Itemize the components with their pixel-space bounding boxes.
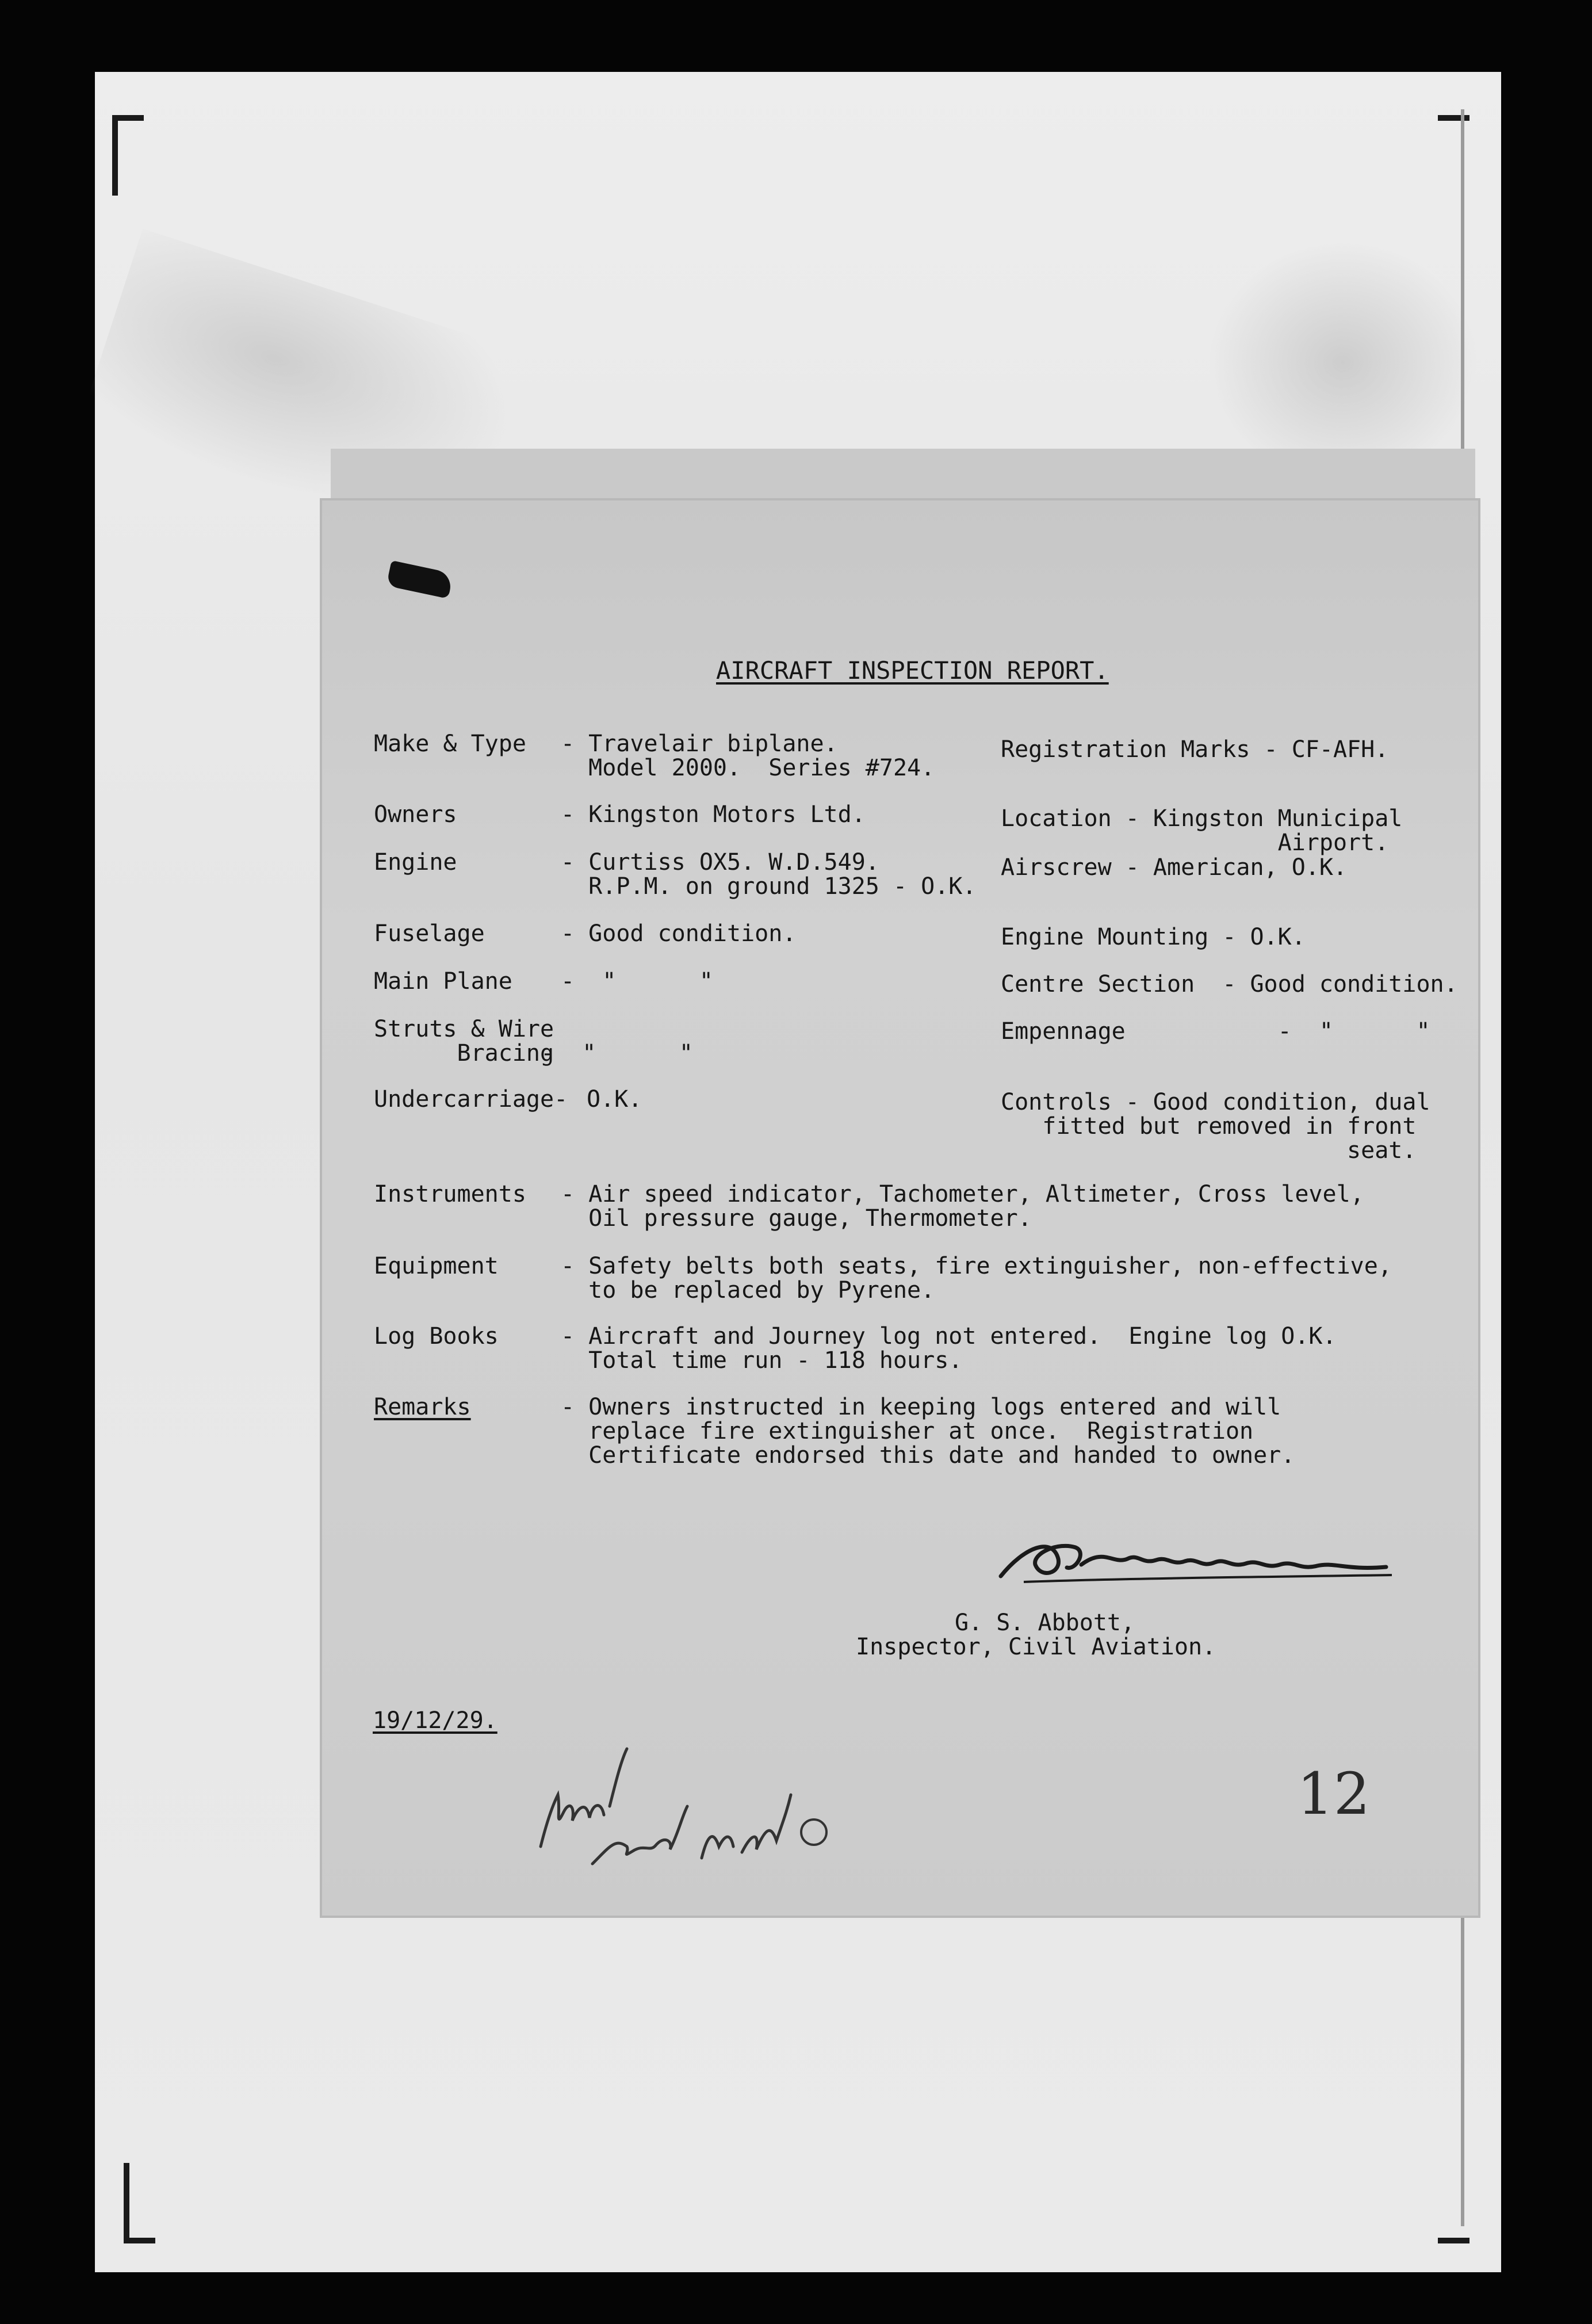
field-value: - Owners instructed in keeping logs entered and will replace fire extinguisher at once. Registration Certificate endorsed this date and handed to owner.	[561, 1394, 1295, 1469]
field-value: - Kingston Motors Ltd.	[561, 801, 866, 828]
handwritten-signature	[989, 1524, 1403, 1599]
field-value: O.K.	[587, 1086, 642, 1113]
field-label: Undercarriage-	[374, 1086, 568, 1113]
field-label: Instruments	[374, 1181, 526, 1207]
field-label: Make & Type	[374, 731, 526, 757]
page-number: 12	[1297, 1760, 1371, 1828]
field-value: - Air speed indicator, Tachometer, Altimeter, Cross level, Oil pressure gauge, Thermometer.	[561, 1181, 1364, 1232]
handwritten-notes	[529, 1714, 851, 1887]
crop-mark	[112, 115, 144, 121]
field-value: - " "	[541, 1040, 693, 1067]
field-right: Location - Kingston Municipal Airport.	[1001, 805, 1403, 856]
signer-title: Inspector, Civil Aviation.	[856, 1634, 1216, 1660]
field-right: Centre Section - Good condition.	[1001, 971, 1458, 997]
paper-edge	[331, 449, 1475, 506]
field-right: Engine Mounting - O.K.	[1001, 924, 1306, 950]
field-right: Empennage - " "	[1001, 1018, 1430, 1045]
field-label: Main Plane	[374, 968, 512, 995]
field-value: - Aircraft and Journey log not entered. Engine log O.K. Total time run - 118 hours.	[561, 1323, 1337, 1374]
crop-mark	[124, 2238, 155, 2243]
field-value: - Curtiss OX5. W.D.549. R.P.M. on ground 1325 - O.K.	[561, 849, 977, 900]
report-date: 19/12/29.	[373, 1707, 498, 1734]
field-label: Equipment	[374, 1253, 499, 1279]
field-right: Registration Marks - CF-AFH.	[1001, 736, 1389, 763]
field-value: - Travelair biplane. Model 2000. Series #724.	[561, 731, 935, 781]
field-value: - " "	[561, 968, 713, 995]
crop-mark	[112, 115, 118, 196]
report-title: AIRCRAFT INSPECTION REPORT.	[716, 656, 1109, 685]
field-label: Owners	[374, 801, 457, 828]
field-label: Fuselage	[374, 920, 485, 947]
field-value: - Safety belts both seats, fire extinguisher, non-effective, to be replaced by Pyrene.	[561, 1253, 1392, 1304]
field-label: Log Books	[374, 1323, 499, 1350]
field-value: - Good condition.	[561, 920, 797, 947]
stain-mark	[1208, 242, 1478, 483]
field-right: Airscrew - American, O.K.	[1001, 854, 1348, 881]
crop-mark	[1438, 115, 1469, 121]
field-label: Remarks	[374, 1394, 471, 1420]
field-label: Struts & Wire Bracing	[374, 1016, 554, 1067]
field-label: Engine	[374, 849, 457, 876]
crop-mark	[1438, 2238, 1469, 2243]
crop-mark	[124, 2163, 129, 2243]
field-right: Controls - Good condition, dual fitted but removed in front seat.	[1001, 1089, 1430, 1164]
signer-name: G. S. Abbott,	[955, 1610, 1135, 1636]
